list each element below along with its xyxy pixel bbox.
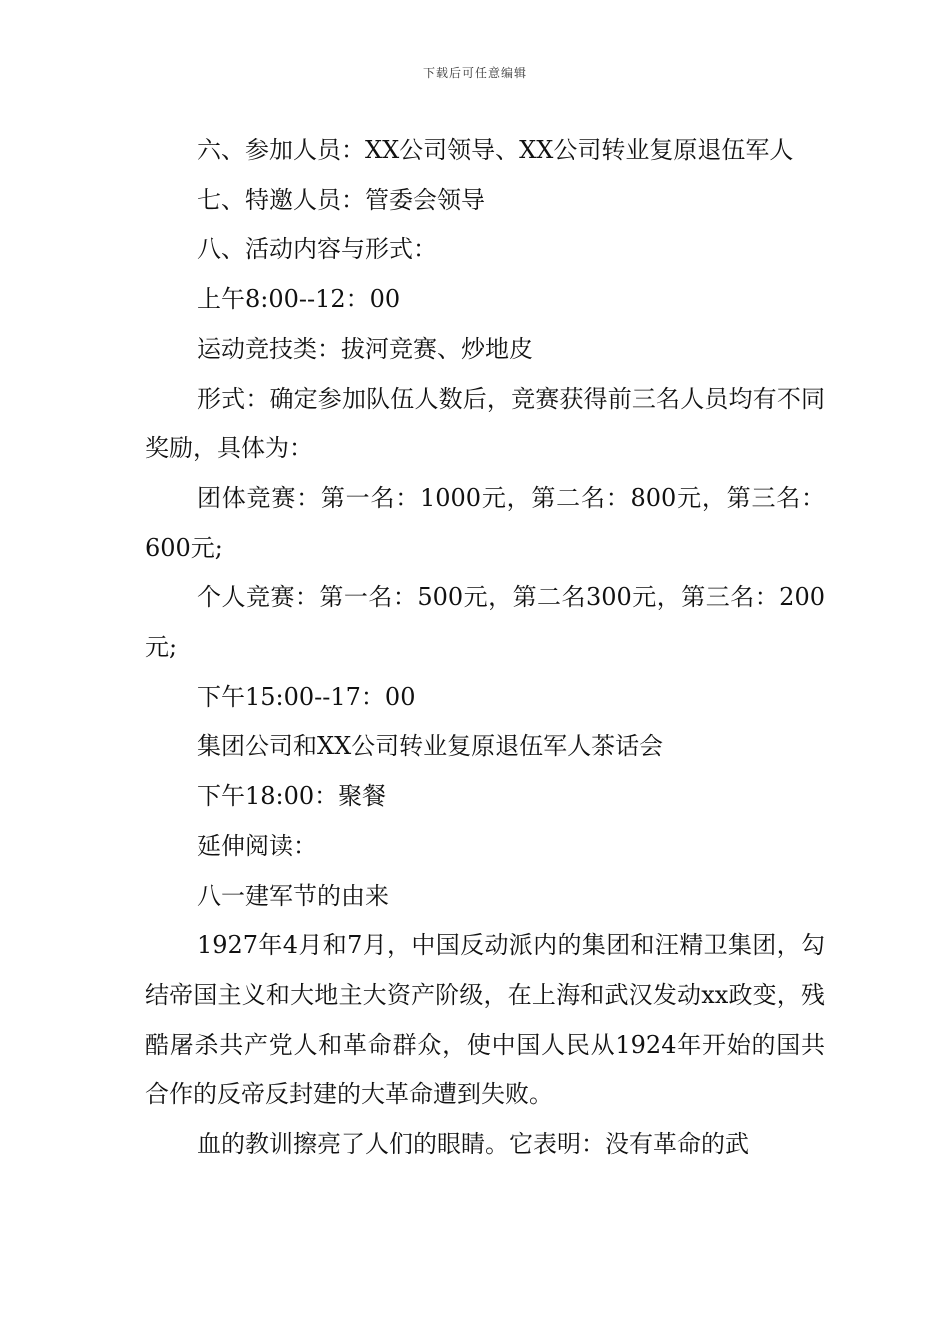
paragraph-section-title: 八一建军节的由来 <box>197 881 389 910</box>
paragraph-tea-party: 集团公司和XX公司转业复原退伍军人茶话会 <box>197 732 664 761</box>
paragraph-history: 1927年4月和7月，中国反动派内的集团和汪精卫集团，勾结帝国主义和大地主大资产阶级，在上海和武汉发动xx政变，残酷屠杀共产党人和革命群众，使中国人民从1924年开始的国共合作的反帝反封建的大革命遭到失败。 <box>145 931 825 1109</box>
paragraph-extended-reading: 延伸阅读： <box>197 831 317 860</box>
paragraph-afternoon-time: 下午15:00--17：00 <box>197 682 416 711</box>
paragraph-sports: 运动竞技类：拔河竞赛、炒地皮 <box>197 334 533 363</box>
paragraph-morning-time: 上午8:00--12：00 <box>197 285 401 314</box>
paragraph-activity-heading: 八、活动内容与形式： <box>197 235 437 264</box>
paragraph-special-guests: 七、特邀人员：管委会领导 <box>197 185 485 214</box>
paragraph-format: 形式：确定参加队伍人数后，竞赛获得前三名人员均有不同奖励，具体为： <box>145 384 825 463</box>
page-header: 下载后可任意编辑 <box>422 66 527 80</box>
paragraph-participants: 六、参加人员：XX公司领导、XX公司转业复原退伍军人 <box>197 136 794 164</box>
paragraph-team-awards: 团体竞赛：第一名：1000元，第二名：800元，第三名：600元; <box>145 483 825 562</box>
paragraph-dinner: 下午18:00：聚餐 <box>197 782 387 811</box>
paragraph-individual-awards: 个人竞赛：第一名：500元，第二名300元，第三名：200元; <box>145 583 825 662</box>
document-body <box>145 126 825 1170</box>
paragraph-lesson: 血的教训擦亮了人们的眼睛。它表明：没有革命的武 <box>197 1130 749 1159</box>
